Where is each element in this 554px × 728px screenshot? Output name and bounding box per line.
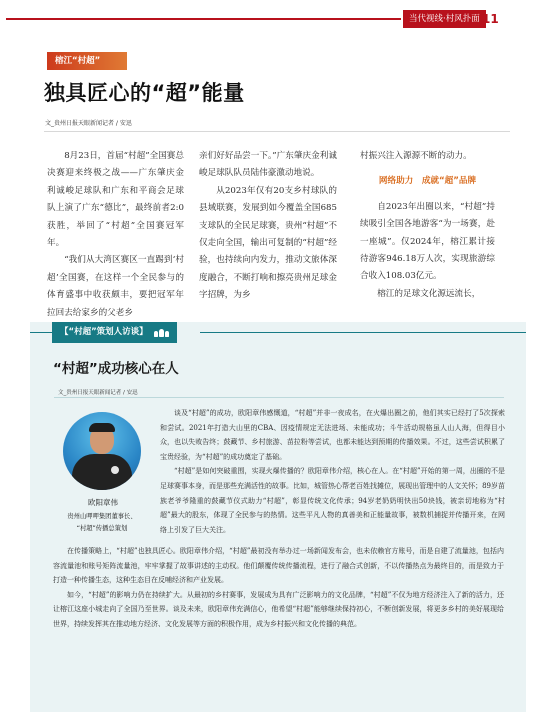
article-title: 独具匠心的“超”能量 (44, 81, 245, 105)
sidebar-body-right (160, 406, 505, 537)
paragraph: “村超”是如何突破重围，实现火爆传播的？欧阳章伟介绍，核心在人。在“村超”开始的第一周，出圈的不是足球赛事本身，而是那些充满活性的故事。比如，城管热心帮老百姓找摊位，展现出管理中的人文关怀；89岁苗族老爷爷隆重的鼓藏节仪式助力“村超”，彰显传统文化传承；94岁老奶奶明快出50块钱，被亲切地称为“村超”最大的股东，体现了全民参与的热情。这些平凡人物的真善美和正能量故事，被数机捕捉并传播开来，在网络上引发了巨大关注。 (160, 467, 505, 534)
article-column-1 (47, 148, 184, 322)
sidebar-tag (52, 322, 177, 343)
sidebar-tag-label: 【“村超”策划人访谈】 (60, 327, 148, 337)
paragraph: 谈及“村超”的成功，欧阳章伟感慨道，“村超”并非一夜成名，在火爆出圈之前，他们其实已经打了5次探索和尝试。2021年打造大山里的CBA、因疫情规定无法进场、未能成功；斗牛活动规格虽人山人海，但得目小众，也以失败告终；鼓藏节、乡村旅游、苗拉粉等尝试，也都未能达到预期的传播效果。不过，这些尝试积累了宝贵经验，为“村超”的成功奠定了基础。 (160, 409, 505, 461)
article-byline: 文_贵州日报天眼新闻记者 / 安迅 (45, 120, 132, 127)
person-name: 欧阳章伟 (88, 498, 118, 507)
paragraph: 村振兴注入源源不断的动力。 (360, 151, 472, 161)
sidebar-rule (30, 332, 52, 333)
byline-divider (44, 131, 510, 132)
person-role-line: 贵州山呷呷集团董事长、 (67, 513, 137, 520)
paragraph: 如今，“村超”的影响力仍在持续扩大。从最初的乡村赛事，发展成为具有广泛影响力的文化品牌，“村超”不仅为地方经济注入了新的活力，还让榕江这座小城走向了全国乃至世界。谈及未来，欧阳章伟充满信心，他希望“村超”能够继续保持初心，不断创新发展，将更多乡村的美好展现给世界，持续发挥其在推动地方经济、文化发展等方面的积极作用，成为乡村振兴和文化传播的典范。 (53, 590, 504, 628)
avatar-hair (89, 423, 115, 432)
person-role (52, 511, 152, 535)
interview-sidebar (30, 322, 526, 712)
column-label: 榕江“村超” (47, 52, 127, 70)
person-role-line: “村超”传播总策划 (76, 525, 128, 532)
page-number: 11 (482, 12, 499, 26)
paragraph: “我们从大湾区赛区一直踢到‘村超’全国赛，在这样一个全民参与的体育盛事中收获颇丰，要把冠军年拉回去给家乡的父老乡 (47, 255, 184, 318)
section-tag: 当代视线·村风扑面 (403, 10, 486, 28)
avatar (63, 412, 141, 490)
sidebar-rule (200, 332, 526, 333)
people-icon (154, 329, 169, 337)
paragraph: 亲们好好品尝一下。”广东肇庆金利诚峻足球队队员陆伟豪激动地说。 (199, 151, 337, 179)
sidebar-byline-divider (54, 397, 504, 398)
article-column-2 (199, 148, 337, 305)
article-column-3 (360, 148, 495, 303)
paragraph: 自2023年出圈以来，“村超”持续吸引全国各地游客“为一场赛，赴一座城”。仅2024年，榕江累计接待游客946.18万人次，实现旅游综合收入108.03亿元。 (360, 201, 495, 282)
sidebar-byline: 文_贵州日报天眼新闻记者 / 安迅 (58, 390, 138, 396)
header-rule (6, 18, 401, 20)
page-header (0, 8, 554, 30)
paragraph: 榕江的足球文化源远流长， (377, 288, 481, 299)
paragraph: 从2023年仅有20支乡村球队的县域联赛，发展到如今覆盖全国685支球队的全民足球赛，贵州“村超”不仅走向全国，输出可复制的“村超”经验，也持续向内发力，推动文旅体深度融合，不断打响和擦亮贵州足球金字招牌，为乡 (199, 185, 337, 301)
paragraph: 在传播策略上，“村超”也独具匠心。欧阳章伟介绍，“村超”最初没有举办过一场新闻发布会，也未依赖官方账号，而是自建了流量池，包括内容流量池和账号矩阵流量池，牢牢掌握了故事讲述的主动权。他们颠覆传统传播流程，进行了融合式创新，不以传播热点为最终目的，而是致力于打造一种传播生态，这种生态目在反哺经济和产业发展。 (53, 547, 504, 585)
paragraph: 8月23日，首届“村超”全国赛总决赛迎来终极之战——广东肇庆金利诚峻足球队和广东和平商会足球队上演了广东“德比”，最终前者2:0获胜，举回了“村超”全国赛冠军年。 (47, 151, 184, 249)
avatar-body (72, 454, 132, 490)
sidebar-title: “村超”成功核心在人 (53, 361, 179, 377)
sidebar-body-full (53, 544, 504, 632)
shirt-logo-icon (111, 466, 119, 474)
section-subhead: 网络助力 成就“超”品牌 (378, 176, 477, 187)
